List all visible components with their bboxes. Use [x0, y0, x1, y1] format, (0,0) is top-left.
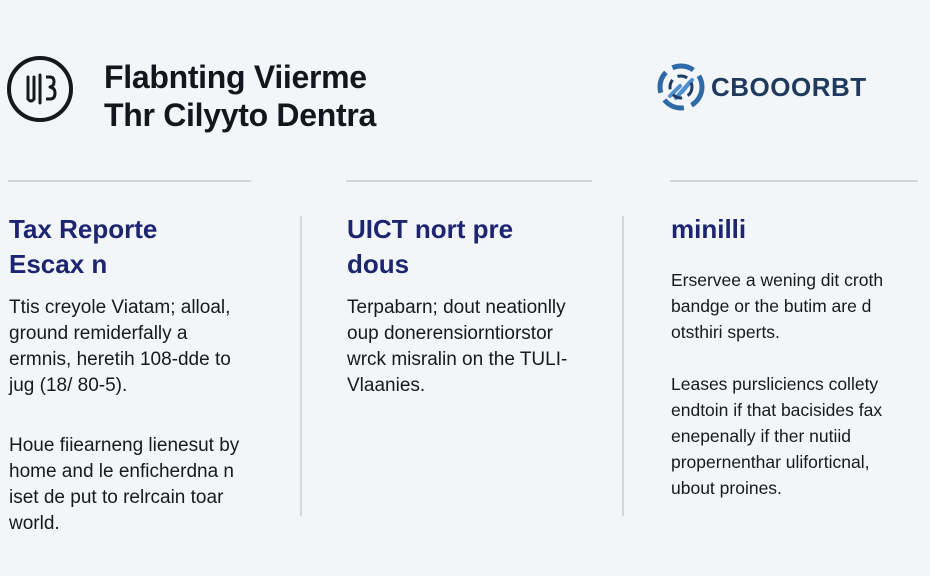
text-line: ermnis, heretih 108-dde to: [9, 349, 231, 370]
column-3: [671, 212, 883, 501]
circle-logo-icon: [6, 55, 74, 123]
divider-left: [8, 180, 251, 182]
paragraph: [671, 371, 883, 501]
text-line: propernenthar uliforticnal,: [671, 452, 870, 472]
column-heading: [671, 212, 883, 247]
heading-line: Escax n: [9, 249, 108, 279]
column-divider-1: [300, 216, 302, 516]
text-line: iset de put to relrcain toar: [9, 487, 224, 508]
column-divider-2: [622, 216, 624, 516]
column-1: [9, 212, 239, 537]
paragraph: [9, 295, 239, 399]
text-line: Erservee a wening dit croth: [671, 270, 884, 290]
page-title: [104, 58, 376, 134]
column-2: [347, 212, 567, 399]
divider-middle: [346, 180, 592, 182]
divider-right: [670, 180, 918, 182]
text-line: enepenally if ther nutiid: [671, 426, 851, 446]
text-line: world.: [9, 513, 60, 534]
heading-line: minilli: [671, 214, 747, 244]
title-line-2: Thr Cilyyto Dentra: [104, 97, 376, 133]
text-line: endtoin if that bacisides fax: [671, 400, 883, 420]
broken-ring-logo-icon: [656, 62, 706, 112]
text-line: ubout proines.: [671, 478, 782, 498]
text-line: otsthiri sperts.: [671, 322, 780, 342]
heading-line: UICT nort pre: [347, 214, 514, 244]
column-heading: [347, 212, 567, 282]
text-line: oup donerensiorntiorstor: [347, 323, 553, 344]
text-line: wrck misralin on the TULI-: [347, 349, 568, 370]
column-heading: [9, 212, 239, 282]
text-line: home and le enficherdna n: [9, 461, 234, 482]
paragraph: [347, 295, 567, 399]
paragraph: [9, 433, 239, 537]
brand-logo[interactable]: [656, 62, 867, 112]
heading-line: dous: [347, 249, 410, 279]
text-line: ground remiderfally a: [9, 323, 188, 344]
text-line: jug (18/ 80-5).: [9, 375, 128, 396]
brand-name: CBOOORBT: [711, 71, 867, 102]
text-line: Ttis creyole Viatam; alloal,: [9, 297, 231, 318]
text-line: Leases pursliciencs collety: [671, 374, 879, 394]
text-line: Vlaanies.: [347, 375, 426, 396]
heading-line: Tax Reporte: [9, 214, 158, 244]
text-line: bandge or the butim are d: [671, 296, 872, 316]
title-line-1: Flabnting Viierme: [104, 59, 367, 95]
text-line: Terpabarn; dout neationlly: [347, 297, 566, 318]
text-line: Houe fiiearneng lienesut by: [9, 435, 240, 456]
paragraph: [671, 267, 883, 345]
